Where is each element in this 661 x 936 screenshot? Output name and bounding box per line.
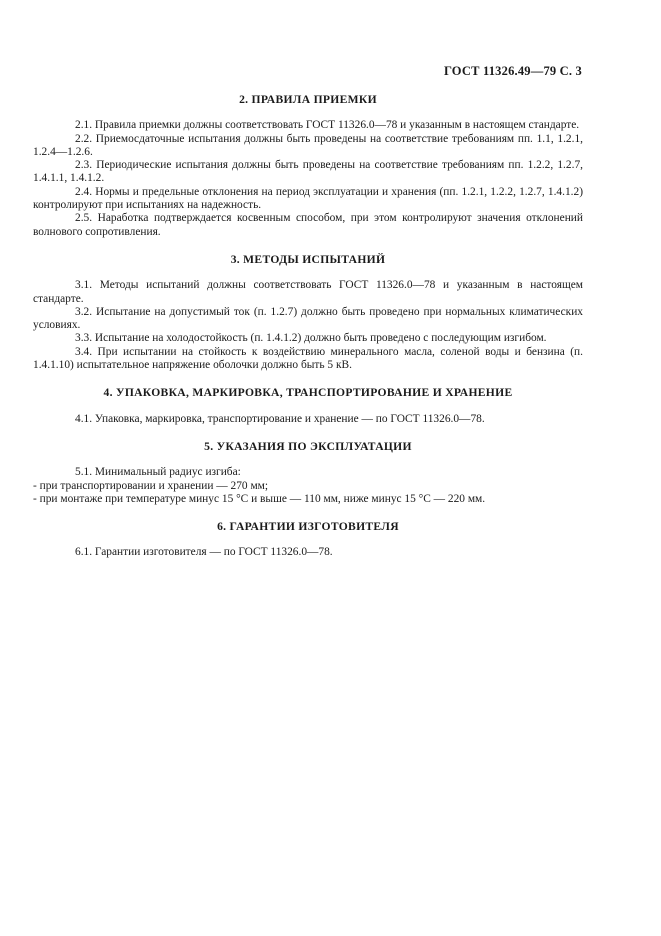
list-item: - при монтаже при температуре минус 15 °С и выше — 110 мм, ниже минус 15 °С — 220 мм. (33, 492, 486, 505)
section-heading: 4. УПАКОВКА, МАРКИРОВКА, ТРАНСПОРТИРОВАНИЕ И ХРАНЕНИЕ (103, 386, 513, 400)
list-item: - при транспортировании и хранении — 270 мм; (33, 479, 269, 492)
document-body (33, 93, 583, 574)
section-heading: 3. МЕТОДЫ ИСПЫТАНИЙ (230, 252, 386, 266)
paragraph: 3.1. Методы испытаний должны соответствовать ГОСТ 11326.0—78 и указанным в настоящем стандарте. (33, 279, 583, 305)
section-heading: 6. ГАРАНТИИ ИЗГОТОВИТЕЛЯ (217, 520, 399, 534)
section-operation (33, 440, 583, 506)
section-acceptance-rules (33, 93, 583, 239)
paragraph: 6.1. Гарантии изготовителя — по ГОСТ 11326.0—78. (75, 546, 333, 559)
section-heading: 2. ПРАВИЛА ПРИЕМКИ (239, 93, 377, 106)
section-packaging (33, 386, 583, 426)
paragraph: 2.4. Нормы и предельные отклонения на период эксплуатации и хранения (пп. 1.2.1, 1.2.2, 1.2.7, 1.4.1.2) контролируют при испытаниях на надежность. (33, 185, 583, 212)
paragraph: 2.1. Правила приемки должны соответствовать ГОСТ 11326.0—78 и указанным в настоящем стандарте. (75, 119, 580, 132)
section-heading: 5. УКАЗАНИЯ ПО ЭКСПЛУАТАЦИИ (204, 439, 412, 453)
paragraph: 4.1. Упаковка, маркировка, транспортирование и хранение — по ГОСТ 11326.0—78. (75, 412, 485, 425)
section-test-methods (33, 253, 583, 372)
paragraph: 3.4. При испытании на стойкость к воздействию минерального масла, соленой воды и бензина (п. 1.4.1.10) испытательное напряжение оболочки должно быть 5 кВ. (33, 345, 583, 372)
paragraph: 2.3. Периодические испытания должны быть проведены на соответствие требованиям пп. 1.2.2, 1.2.7, 1.4.1.1, 1.4.1.2. (33, 159, 583, 185)
paragraph: 3.2. Испытание на допустимый ток (п. 1.2.7) должно быть проведено при нормальных климатических условиях. (33, 305, 583, 332)
paragraph: 3.3. Испытание на холодостойкость (п. 1.4.1.2) должно быть проведено с последующим изгибом. (75, 332, 547, 345)
paragraph: 5.1. Минимальный радиус изгиба: (75, 466, 241, 479)
paragraph: 2.2. Приемосдаточные испытания должны быть проведены на соответствие требованиям пп. 1.1, 1.2.1, 1.2.4—1.2.6. (33, 132, 583, 158)
section-warranty (33, 520, 583, 560)
page-header-doc-ref: ГОСТ 11326.49—79 С. 3 (443, 64, 582, 78)
paragraph: 2.5. Наработка подтверждается косвенным способом, при этом контролируют значения отклонений волнового сопротивления. (33, 212, 583, 238)
